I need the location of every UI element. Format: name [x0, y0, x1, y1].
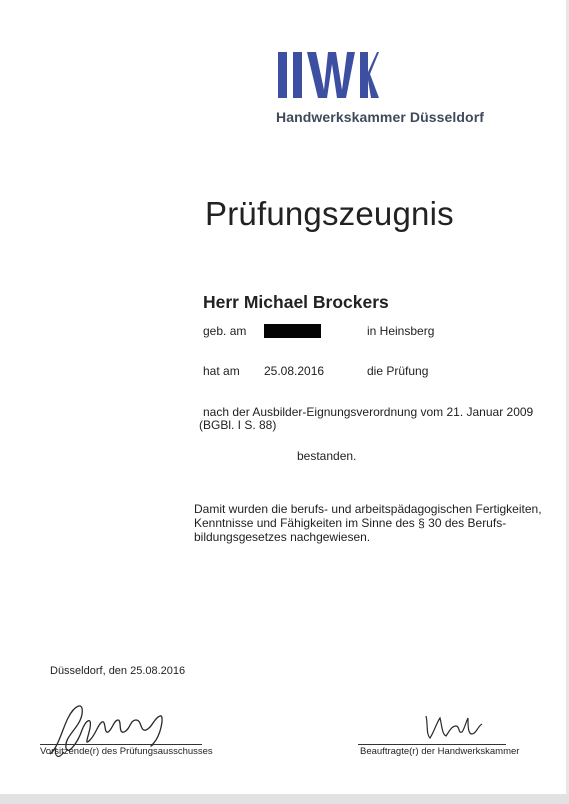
exam-text: die Prüfung	[367, 364, 429, 378]
place-date: Düsseldorf, den 25.08.2016	[50, 665, 186, 677]
signatory-right: Beauftragte(r) der Handwerkskammer	[360, 746, 520, 757]
organization-name: Handwerkskammer Düsseldorf	[276, 109, 485, 125]
signature-line-right	[358, 744, 506, 745]
statement-line-3: bildungsgesetzes nachgewiesen.	[194, 530, 371, 544]
redacted-birthdate	[264, 324, 321, 338]
signatory-left: Vorsitzende(r) des Prüfungsausschusses	[40, 746, 213, 757]
exam-label: hat am	[203, 364, 240, 378]
result-text: bestanden.	[297, 449, 357, 463]
statement-line-1: Damit wurden die berufs- und arbeitspädagogischen Fertigkeiten,	[194, 502, 542, 516]
signature-line-left	[40, 744, 202, 745]
regulation-line-1: nach der Ausbilder-Eignungsverordnung vom 21. Januar 2009	[203, 405, 534, 419]
born-label: geb. am	[203, 324, 247, 338]
hwk-logo	[276, 50, 380, 100]
statement-line-2: Kenntnisse und Fähigkeiten im Sinne des § 30 des Berufs-	[194, 516, 507, 530]
certificate-title: Prüfungszeugnis	[205, 195, 454, 232]
exam-date: 25.08.2016	[264, 364, 325, 378]
candidate-name: Herr Michael Brockers	[203, 292, 389, 312]
birthplace: in Heinsberg	[367, 324, 435, 338]
regulation-line-2: (BGBl. I S. 88)	[199, 418, 277, 432]
logo-letters	[278, 52, 379, 98]
scan-edge-bottom	[0, 794, 569, 804]
representative-signature	[420, 708, 490, 744]
